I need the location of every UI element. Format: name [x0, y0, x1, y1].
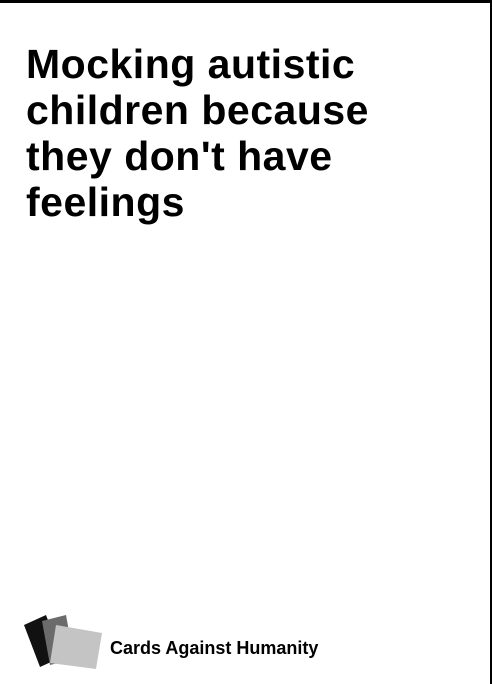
brand-name: Cards Against Humanity	[110, 638, 319, 658]
card-footer	[22, 613, 442, 669]
stacked-cards-icon	[22, 613, 104, 669]
logo-card-front	[50, 625, 102, 669]
card-text: Mocking autistic children because they don't have feelings	[26, 41, 369, 225]
